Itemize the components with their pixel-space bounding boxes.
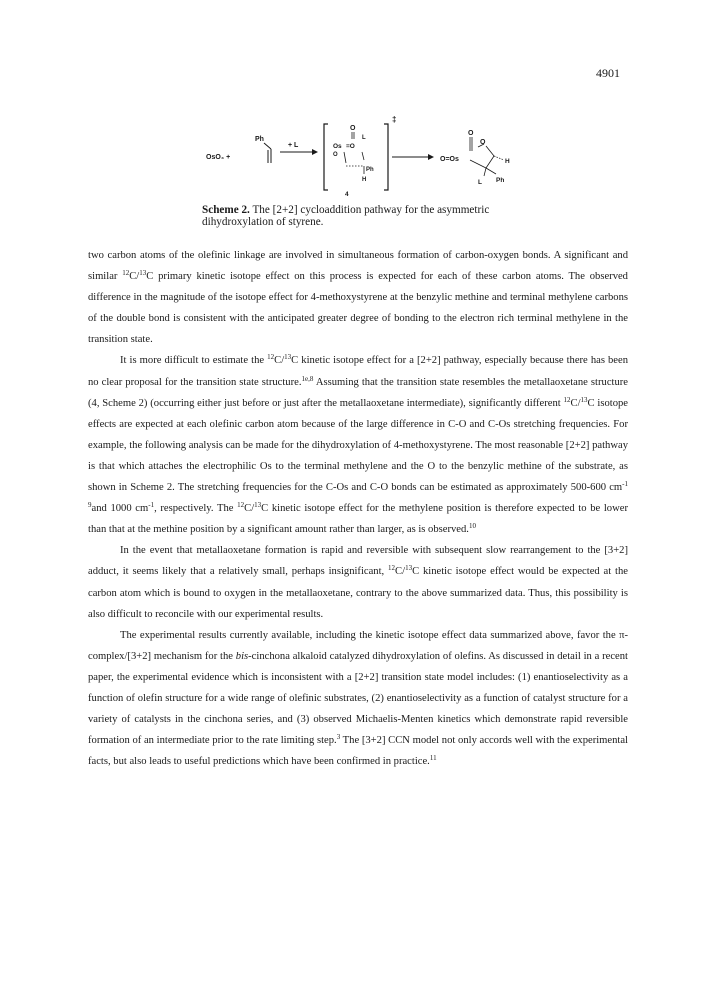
paragraph-text: In the event that metallaoxetane formation is rapid and reversible with subsequent slow rearrangement to the [3+2] adduct, it seems likely that a relatively small, perhaps insignificant, (88, 545, 628, 578)
product-phenyl: Ph (496, 177, 505, 184)
page-number: 4901 (596, 66, 620, 80)
ts-oxo-left: O (333, 152, 338, 158)
superscript: 12 (267, 353, 275, 362)
superscript: 11 (429, 754, 437, 763)
superscript: 13 (580, 395, 588, 404)
paragraph-text: C/ (395, 566, 406, 578)
superscript: 13 (254, 501, 262, 510)
ts-oxygen-top: O (350, 125, 356, 132)
product-bonds (470, 137, 504, 176)
scheme-dagger: ‡ (392, 115, 397, 124)
scheme-alkene-ph: Ph (255, 136, 264, 143)
scheme-arrow-label: + L (288, 142, 299, 149)
ts-os-label: Os (333, 143, 342, 150)
superscript: 1e,8 (301, 374, 314, 383)
paragraph-text: two carbon atoms of the olefinic linkage are involved in simultaneous formation of carbon-oxygen bonds. A significant and similar (88, 250, 628, 283)
paragraph-text: C kinetic isotope effect would be expected at the carbon atom which is bound to oxygen in the metallaoxetane, contrary to the above summarized data. Thus, this possibility is also difficult to reconcile with our experimental results. (88, 566, 628, 620)
paragraph-text: , respectively. The (154, 503, 238, 515)
product-os: O=Os (440, 156, 459, 163)
body-text (88, 245, 628, 772)
ts-compound-number: 4 (345, 191, 349, 198)
paragraph-text: Assuming that the transition state resembles the metallaoxetane structure (4, Scheme 2) (occurring either just before or just after the metallaoxetane intermediate), significantly different (88, 376, 628, 409)
scheme-reactant: OsO₄ + (206, 154, 231, 161)
paragraph-text: C/ (129, 271, 140, 283)
paragraph-text: C isotope effects are expected at each olefinic carbon atom because of the large difference in C-O and C-Os stretching frequencies. For example, the following analysis can be made for the dihydroxylation of 4-methoxystyrene. The most reasonable [2+2] pathway is that which attaches the electrophilic Os to the terminal methylene and the O to the benzylic methine of the substrate, as shown in Scheme 2. The stretching frequencies for the C-Os and C-O bonds can be estimated as approximately 500-600 cm (88, 397, 628, 494)
ts-hydrogen: H (362, 177, 367, 183)
paragraph-text: The experimental results currently available, including the kinetic isotope effect data summarized above, favor the π-complex/[3+2] mechanism for the (88, 629, 628, 662)
reaction-arrow-1 (280, 149, 318, 155)
paragraph-text: C kinetic isotope effect for a [2+2] pathway, especially because there has been no clear proposal for the transition state structure. (88, 355, 629, 388)
paragraph-text: C/ (244, 503, 255, 515)
ts-phenyl: Ph (366, 167, 374, 173)
styrene-alkene (264, 143, 271, 163)
superscript: 13 (284, 353, 292, 362)
superscript: 10 (468, 522, 476, 531)
reaction-arrow-2 (392, 154, 434, 160)
superscript: 12 (237, 501, 245, 510)
paragraph-text: C/ (274, 355, 285, 367)
ts-ligand: L (362, 135, 366, 141)
product-hydrogen: H (505, 158, 510, 165)
ts-bonds (344, 132, 364, 174)
paragraph-text: C primary kinetic isotope effect on this process is expected for each of these carbon atoms. The observed difference in the magnitude of the isotope effect for 4-methoxystyrene at the benzylic methine and terminal methylene carbons of the double bond is consistent with the anticipated greater degree of bonding to the electron rich terminal methylene in the transition state. (88, 271, 628, 346)
scheme-diagram (200, 108, 530, 204)
superscript: 12 (388, 564, 396, 573)
superscript: 3 (336, 733, 341, 742)
superscript: 12 (122, 269, 130, 278)
scheme-caption (202, 204, 532, 228)
paragraph-text: The [3+2] CCN model not only accords well with the experimental facts, but also leads to useful predictions which have been confirmed in practice. (88, 735, 628, 768)
superscript: 13 (139, 269, 147, 278)
reaction-scheme (200, 108, 530, 204)
superscript: 13 (405, 564, 413, 573)
paragraph-text: C kinetic isotope effect for the methylene position is therefore expected to be lower than that at the methine position by a significant amount rather than larger, as is observed. (88, 503, 628, 536)
product-oxygen-top: O (468, 130, 474, 137)
paragraph (88, 350, 628, 540)
product-ring-oxygen: O (480, 139, 486, 146)
paragraph (88, 245, 628, 350)
product-ligand: L (478, 179, 482, 186)
caption-text: The [2+2] cycloaddition pathway for the asymmetric dihydroxylation of styrene. (202, 204, 490, 228)
superscript: 12 (563, 395, 571, 404)
paragraph-text: It is more difficult to estimate the (120, 355, 268, 367)
paragraph-text: -cinchona alkaloid catalyzed dihydroxylation of olefins. As discussed in detail in a recent paper, the experimental evidence which is inconsistent with a [2+2] transition state model includes: (1) enantioselectivity as a function of olefin structure for a wide range of olefinic substrates, (2) enantioselectivity as a function of catalyst structure for a variety of catalysts in the cinchona series, and (3) observed Michaelis-Menten kinetics which demonstrate rapid reversible formation of an intermediate prior to the rate limiting step. (88, 650, 628, 747)
italic-text: bis (235, 650, 249, 662)
ts-oxo-right: =O (346, 143, 355, 150)
paragraph-text: and 1000 cm (91, 503, 149, 515)
paragraph (88, 540, 628, 624)
caption-label: Scheme 2. (202, 204, 250, 216)
superscript: -1 (148, 501, 155, 510)
paragraph-text: C/ (570, 397, 581, 409)
paragraph (88, 625, 628, 773)
superscript: -1 9 (88, 480, 628, 510)
